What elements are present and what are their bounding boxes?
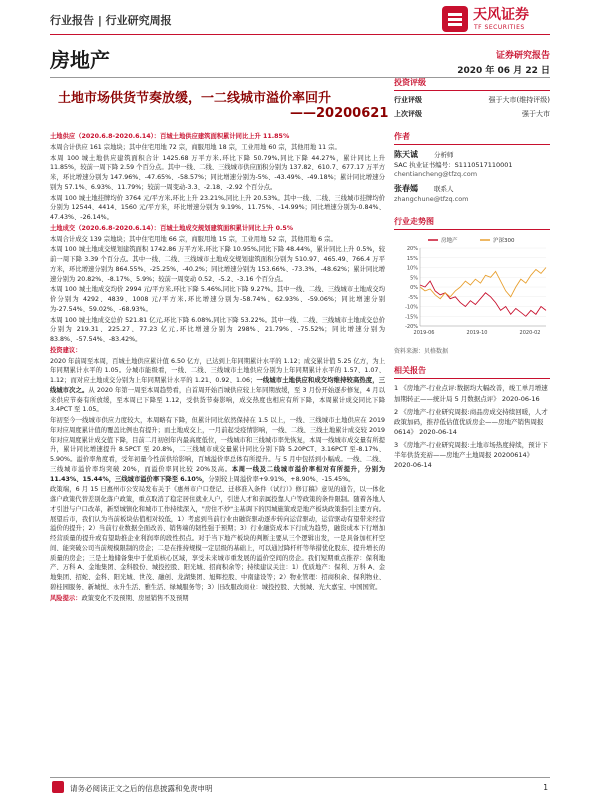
paragraph-text: 年初至今一线城市供应力度较大，本周略有下降，但累计同比依然保持在 1.5 以上，一线、三线城市土地供应在 2019 年对应周度累计值的覆盖比例也有提升；而土地成交上，一月前起受疫情影响，一线、二线、三线土地累计成交较 2019 年对应周度累计成交值下降，目前二月初创年内最高度低位，一线城市和三线城市率先恢复，本周一线城市成交量有所提升，累计同比增速提升 8.5PCT 至 20.8%，二三线城市成交量累计同比分别下降 5.20PCT、3.16PCT 至-8.17%、5.90%。溢价率角度看，受年初量今性前供给影响，百城溢价率总体有所提升。与 5 月中包括到小幅成。一线、二线、三线城市溢价率均突破 20%，而溢价率同比较 20%及高。 [50, 417, 385, 473]
body-paragraph [50, 132, 385, 142]
report-title-date: ——20200621 [290, 106, 389, 121]
author-role: 联系人 [434, 185, 454, 194]
chart-source: 资料来源：贝格数据 [394, 348, 449, 356]
paragraph-tail: 从 2020 年第一周至本周趋势看，自首周开始百城供应较上年同期放缓，至 3 月份开始逐步修复，4 月以来供应节奏有所放缓，至本周已下降至 1.12，受供货节奏影响，成交热度也相应有所下降，本周累计成交同比下降 3.4PCT 至 1.05。 [50, 386, 386, 414]
paragraph-text: 本周 100 城土地挂牌均价 3764 元/平方米,环比上升 23.21%,同比上升 20.53%。其中一线、二线、三线城市挂牌均价分别为 12544、4414、1560 元/平方米，环比增速分别为 9.19%、11.75%、-14.99%；同比增速分别为-0.84%、47.43%、-26.14%。 [50, 194, 385, 221]
body-paragraph [50, 154, 385, 193]
body-paragraph [50, 285, 385, 314]
author-detail: zhangchune@tfzq.com [394, 195, 469, 204]
chart-y-tick: 0% [410, 285, 418, 292]
chart-x-tick: 2019-10 [466, 330, 488, 337]
report-category: 行业报告 | 行业研究周报 [50, 14, 172, 27]
paragraph-lead: 风险提示： [50, 594, 82, 602]
paragraph-text: 2020 年前周至本周，百城土地供应累计值 6.50 亿方，已达到上年同期累计水平的 1.12；成交累计值 5.25 亿方，为上年同期累计水平的 1.05。分城市能级看，一线、二线、三线城市土地供应分别为上年同期累计水平的 1.57、1.07、1.12；而对应土地成交分别为上年同期累计水平的 1.21、0.92、1.06； [50, 357, 385, 384]
related-item [394, 407, 550, 437]
paragraph-lead: 土地成交（2020.6.8-2020.6.14）： [50, 224, 161, 232]
rating-heading: 投资评级 [394, 77, 550, 91]
body-paragraph [50, 245, 385, 284]
footer-divider [50, 777, 550, 778]
chart-y-tick: -10% [405, 304, 418, 311]
chart-y-tick: -5% [408, 295, 418, 302]
trend-chart-svg [394, 234, 550, 344]
related-text: 《房地产-行业点评:数据均大幅改善，竣工单月增速加期转正——统计局 5 月数据点评》 [394, 384, 548, 403]
author-detail: SAC 执业证书编号：S1110517110001 [394, 160, 513, 169]
chart-legend-label: 沪深300 [493, 238, 515, 245]
rating-key: 行业评级 [394, 96, 422, 104]
related-number: 3 [394, 440, 401, 449]
body-paragraph [50, 485, 385, 592]
related-number: 1 [394, 384, 401, 393]
related-date: 2020-06-14 [394, 460, 432, 469]
paragraph-text: 本周 100 城土地成交规划建筑面积 1742.86 万平方米,环比下降 10.95%,同比下降 48.44%，累计同比上升 0.5%，较前一周下降 3.39 个百分点。其中一线、二线、三线城市土地成交规划建筑面积分别为 510.97、465.49、766.4 万平方米，环比增速分别为 864.55%、-25.25%、-40.2%；同比增速分别为 153.66%、-73.3%、-48.62%；累计同比增速分别为 20.82%、-8.17%、5.9%；较前一周变动 0.52、-5.2、-3.16 个百分点。 [50, 246, 385, 283]
author-name: 张春嫣 [394, 184, 418, 194]
body-paragraph [50, 194, 385, 223]
rating-list [394, 95, 550, 119]
body-paragraph [50, 235, 385, 245]
logo-text-en: TF SECURITIES [474, 24, 525, 31]
chart-x-tick: 2020-02 [519, 330, 541, 337]
chart-y-tick: 10% [406, 265, 418, 272]
body-paragraph [50, 224, 385, 234]
sector-title: 房地产 [50, 48, 110, 72]
chart-heading: 行业走势图 [394, 216, 550, 230]
body-paragraph [50, 346, 385, 356]
author-header [394, 183, 550, 195]
logo-text-cn: 天风证券 [473, 7, 529, 23]
related-item [394, 383, 550, 403]
chart-y-tick: 5% [410, 275, 418, 282]
author-list [394, 149, 550, 204]
paragraph-text: 政策端，6 月 15 日惠州市公安局发布关于《惠州市户口登记、迁移准入条件（试行）》修订稿》意见的通告，以一体化落户政策代替差别化落户政策，重点取消了稳定居住就业人户，引进人才和亲属投靠人户等政策的条件限制。随着各地人才引进与户口改革，新型城镇化和城市工作持续深入，"房住不炒"主基调下的因城施策或是地产板块政策指引主要方向。展望后市，我们认为当前板块估值相对较低，1）考虑到当前行业由融资驱动逐步转向运营驱动，运营驱动有望带来经营溢价的提升；2）当前行业数据全面改善、销售端的韧性强于预期；3）行业融资成本下行成为趋势，融资成本下行增加经营质量的提升或有望助推企业利润率的段性拐点。对于当下地产板块的判断主要从三个逻辑出发，一是具备加杠杆空间、能突破公司当前规模限制的房企；二是在推持规模一定层级的基础上，可以通过降杆杆等举措优化股东、提升增长的质量的房企；三是土地储备集中于优质核心区域，享受未来城市重发展的溢价空间的房企。我们短期重点推荐：保利地产、万科 A、金地集团、金科股份、城投控股、阳光城、招商积余等；持续建议关注：1）优质地产：保利、万科 A、金地集团、招蛇、金科、阳光城、世茂、融创、龙湖集团、旭辉控股、中南建设等；2）物业管理：招商积余、保利物业、碧桂园服务、新城悦、永升生活、雅生活、绿城服务等；3）旧改服改商业：城投控股、大悦城、光大嘉宝、中国国贸。 [50, 486, 385, 591]
author-role: 分析师 [434, 151, 454, 159]
chart-legend-label: 房地产 [441, 238, 458, 245]
paragraph-text: 本周合计供应 161 宗地块；其中住宅用地 72 宗，商服用地 18 宗，工业用地 60 宗，其他用地 11 宗。 [50, 143, 341, 151]
report-body [50, 132, 385, 604]
body-paragraph [50, 416, 385, 484]
sidebar [394, 77, 550, 473]
logo-mark-icon [442, 6, 468, 32]
author-detail: chentiancheng@tfzq.com [394, 170, 478, 179]
body-paragraph [50, 357, 385, 416]
rating-row [394, 95, 550, 105]
page-number: 1 [543, 783, 548, 792]
chart-series-line [420, 282, 546, 317]
paragraph-lead: 土地供应（2020.6.8-2020.6.14）： [50, 133, 161, 140]
body-paragraph [50, 594, 385, 604]
paragraph-tail: 分别较上周溢价率+9.91%、+8.90%、-15.45%。 [208, 475, 355, 483]
chart-x-tick: 2019-06 [413, 330, 435, 337]
paragraph-highlight: 百城土地成交规划建筑面积累计同比上升 0.5% [160, 224, 294, 232]
related-date: 2020-06-14 [417, 427, 457, 436]
report-type: 证券研究报告 [495, 51, 550, 61]
trend-chart [394, 234, 550, 344]
chart-y-tick: -20% [405, 324, 418, 331]
author-block [394, 183, 550, 204]
author-header [394, 149, 550, 161]
related-item [394, 440, 550, 470]
report-title: 土地市场供货节奏放缓，一二线城市溢价率回升 [58, 91, 332, 106]
report-date: 2020 年 06 月 22 日 [457, 66, 550, 76]
related-text-cont: ——房地产销售周报 0614》 [394, 417, 544, 436]
related-number: 2 [394, 407, 401, 416]
body-paragraph [50, 143, 385, 153]
related-heading: 相关报告 [394, 365, 550, 379]
body-paragraph [50, 316, 385, 345]
rating-value: 强于大市(维持评级) [488, 96, 550, 104]
related-date: 2020-06-16 [499, 394, 540, 403]
header-divider [50, 34, 550, 35]
authors-heading: 作者 [394, 131, 550, 145]
chart-y-tick: 15% [406, 256, 418, 263]
rating-value: 强于大市 [522, 110, 550, 118]
related-text: 《房地产-行业研究周报:商品房成交持续回暖，人才政策加码，推荐低估值优质房企 [394, 407, 548, 426]
paragraph-lead: 投资建议： [50, 346, 82, 354]
paragraph-highlight: 百城土地供应建筑面积累计同比上升 11.85% [160, 133, 290, 140]
rating-row [394, 109, 550, 119]
chart-y-tick: -15% [405, 314, 418, 321]
footer-disclaimer: 请务必阅读正文之后的信息披露和免责申明 [70, 784, 213, 793]
paragraph-text: 本周合计成交 139 宗地块；其中住宅用地 66 宗，商服用地 15 宗，工业用地 52 宗，其他用地 6 宗。 [50, 235, 337, 243]
chart-y-tick: 20% [406, 246, 418, 253]
paragraph-text: 本周 100 城土地成交总价 521.81 亿元,环比下降 6.08%,同比下降 53.22%。其中一线、二线、三线城市土地成交总价分别为 219.31、225.27、77.23 亿元,环比增速分别为 298%、21.79%、-75.52%；同比增速分别为 83.8%、-57.54%、-83.42%。 [50, 316, 385, 343]
author-name: 陈天诚 [394, 150, 418, 159]
rating-key: 上次评级 [394, 110, 422, 118]
related-list [394, 383, 550, 470]
related-text: 《房地产-行业研究周报:土地市场热度持续，预计下半年供货充裕——房地产土地周报 20200614》 [394, 440, 548, 459]
paragraph-bold: 一线城市土地供应和成交均维持较高热度，三线城市次之。 [50, 377, 385, 394]
author-block [394, 149, 550, 179]
paragraph-text: 政策变化不及预期、房屋销售不及预期 [81, 594, 189, 602]
paragraph-text: 本周 100 城土地供应建筑面积合计 1425.68 万平方米,环比下降 50.79%,同比下降 44.27%，累计同比上升 11.85%，较前一周下降 2.59 个百分点。其中一线、二线、三线城市供应面积分别为 137.82、610.7、677.17 万平方米，环比增速分别为 147.96%、-47.65%、-58.57%；同比增速分别为-5%、-43.49%、-49.18%；累计同比增速分别为 57.1%、6.93%、11.79%；较前一周变动-3.3、-2.18、-2.92 个百分点。 [50, 154, 385, 191]
paragraph-bold: 本周一线及二线城市溢价率相对有所提升，分别为 11.43%、15.44%，三线城市溢价率下降至 6.10%， [50, 465, 385, 483]
company-logo [442, 3, 550, 37]
paragraph-text: 本周 100 城土地成交均价 2994 元/平方米,环比下降 5.46%,同比下降 9.27%。其中一线、二线、三线城市土地成交均价分别为 4292、4839、1008 元/平方米,环比增速分别为-58.74%、62.93%、-59.06%；同比增速分别为-27.54%、59.02%、-68.93%。 [50, 286, 385, 313]
disclaimer-icon [52, 781, 64, 793]
